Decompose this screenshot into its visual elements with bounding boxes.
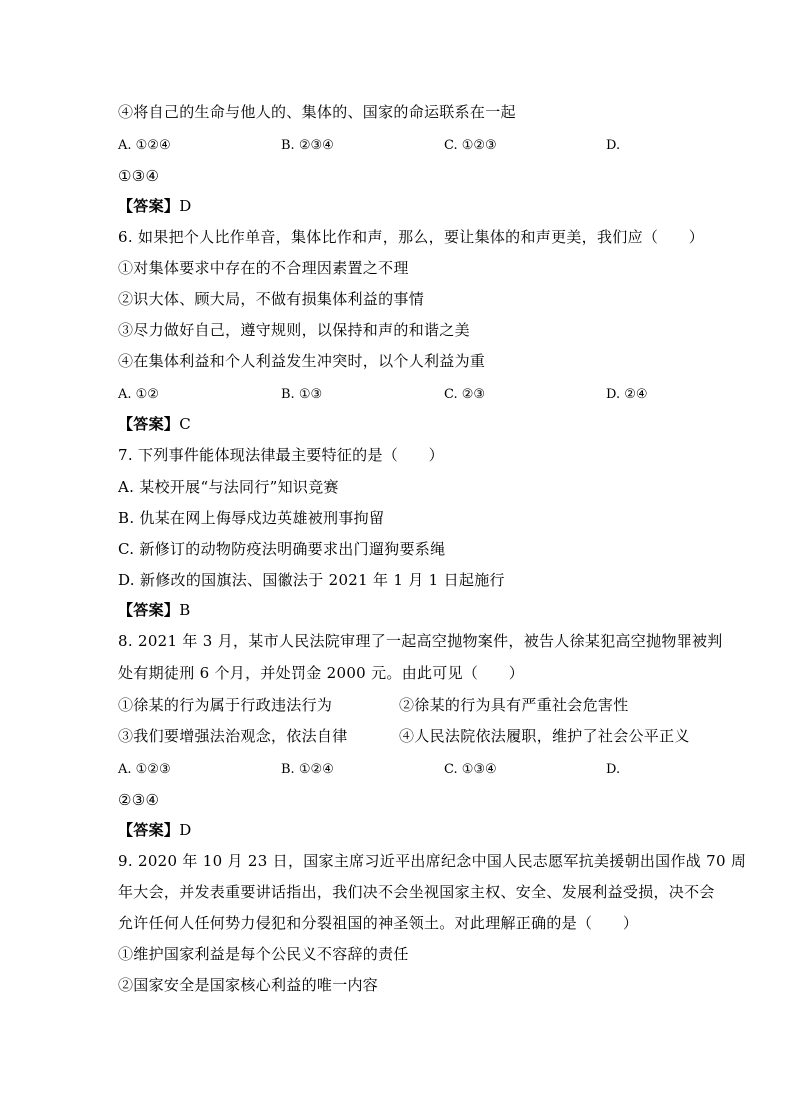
q8-stem-line-2: 处有期徒刑 6 个月，并处罚金 2000 元。由此可见（ ） [118, 664, 525, 682]
answer-value: D [179, 821, 192, 839]
q5-option-c: C. ①②③ [444, 138, 497, 153]
q8-item-3: ③我们要增强法治观念，依法自律 [118, 727, 348, 745]
q6-item-1: ①对集体要求中存在的不合理因素置之不理 [118, 259, 409, 277]
q5-answer [118, 196, 192, 216]
q5-option-b: B. ②③④ [281, 138, 334, 153]
q6-option-c: C. ②③ [444, 387, 486, 402]
answer-label: 【答案】 [118, 601, 180, 619]
q8-item-4: ④人民法院依法履职，维护了社会公平正义 [399, 727, 690, 745]
q7-choice-c: C. 新修订的动物防疫法明确要求出门遛狗要系绳 [118, 540, 446, 558]
answer-label: 【答案】 [118, 197, 180, 215]
q5-option-d: D. [606, 138, 621, 153]
q6-item-2: ②识大体、顾大局，不做有损集体利益的事情 [118, 290, 425, 308]
q9-stem-line-3: 允许任何人任何势力侵犯和分裂祖国的神圣领土。对此理解正确的是（ ） [118, 914, 639, 932]
q6-option-d: D. ②④ [606, 387, 648, 402]
q9-item-1: ①维护国家利益是每个公民义不容辞的责任 [118, 945, 409, 963]
q8-option-d: D. [606, 762, 621, 777]
q5-item-4: ④将自己的生命与他人的、集体的、国家的命运联系在一起 [118, 103, 516, 121]
q9-stem-line-1: 9. 2020 年 10 月 23 日，国家主席习近平出席纪念中国人民志愿军抗美援朝出国作战 70 周 [118, 852, 747, 870]
q9-item-2: ②国家安全是国家核心利益的唯一内容 [118, 976, 379, 994]
q7-choice-a: A. 某校开展“与法同行”知识竞赛 [118, 478, 339, 496]
q9-stem-line-2: 年大会，并发表重要讲话指出，我们决不会坐视国家主权、安全、发展利益受损，决不会 [118, 883, 715, 901]
q5-option-a: A. ①②④ [118, 138, 171, 153]
q5-option-d-content: ①③④ [118, 167, 160, 185]
answer-label: 【答案】 [118, 821, 180, 839]
q8-option-c: C. ①③④ [444, 762, 497, 777]
answer-value: D [179, 197, 192, 215]
q8-option-a: A. ①②③ [118, 762, 171, 777]
answer-value: C [179, 415, 191, 433]
q6-item-4: ④在集体利益和个人利益发生冲突时，以个人利益为重 [118, 352, 486, 370]
q7-stem: 7. 下列事件能体现法律最主要特征的是（ ） [118, 446, 444, 464]
q8-answer [118, 820, 192, 840]
q8-option-d-content: ②③④ [118, 791, 160, 809]
q7-answer [118, 600, 191, 620]
q8-item-2: ②徐某的行为具有严重社会危害性 [399, 696, 629, 714]
q8-stem-line-1: 8. 2021 年 3 月，某市人民法院审理了一起高空抛物案件，被告人徐某犯高空抛物罪被判 [118, 632, 723, 650]
q6-option-a: A. ①② [118, 387, 159, 402]
q7-choice-d: D. 新修改的国旗法、国徽法于 2021 年 1 月 1 日起施行 [118, 571, 505, 589]
q6-stem: 6. 如果把个人比作单音，集体比作和声，那么，要让集体的和声更美，我们应（ ） [118, 228, 705, 246]
q6-option-b: B. ①③ [281, 387, 323, 402]
q7-choice-b: B. 仇某在网上侮辱戍边英雄被刑事拘留 [118, 509, 385, 527]
q6-item-3: ③尽力做好自己，遵守规则，以保持和声的和谐之美 [118, 321, 470, 339]
q6-answer [118, 414, 191, 434]
answer-label: 【答案】 [118, 415, 180, 433]
q8-option-b: B. ①②④ [281, 762, 334, 777]
answer-value: B [179, 601, 191, 619]
q8-item-1: ①徐某的行为属于行政违法行为 [118, 696, 333, 714]
